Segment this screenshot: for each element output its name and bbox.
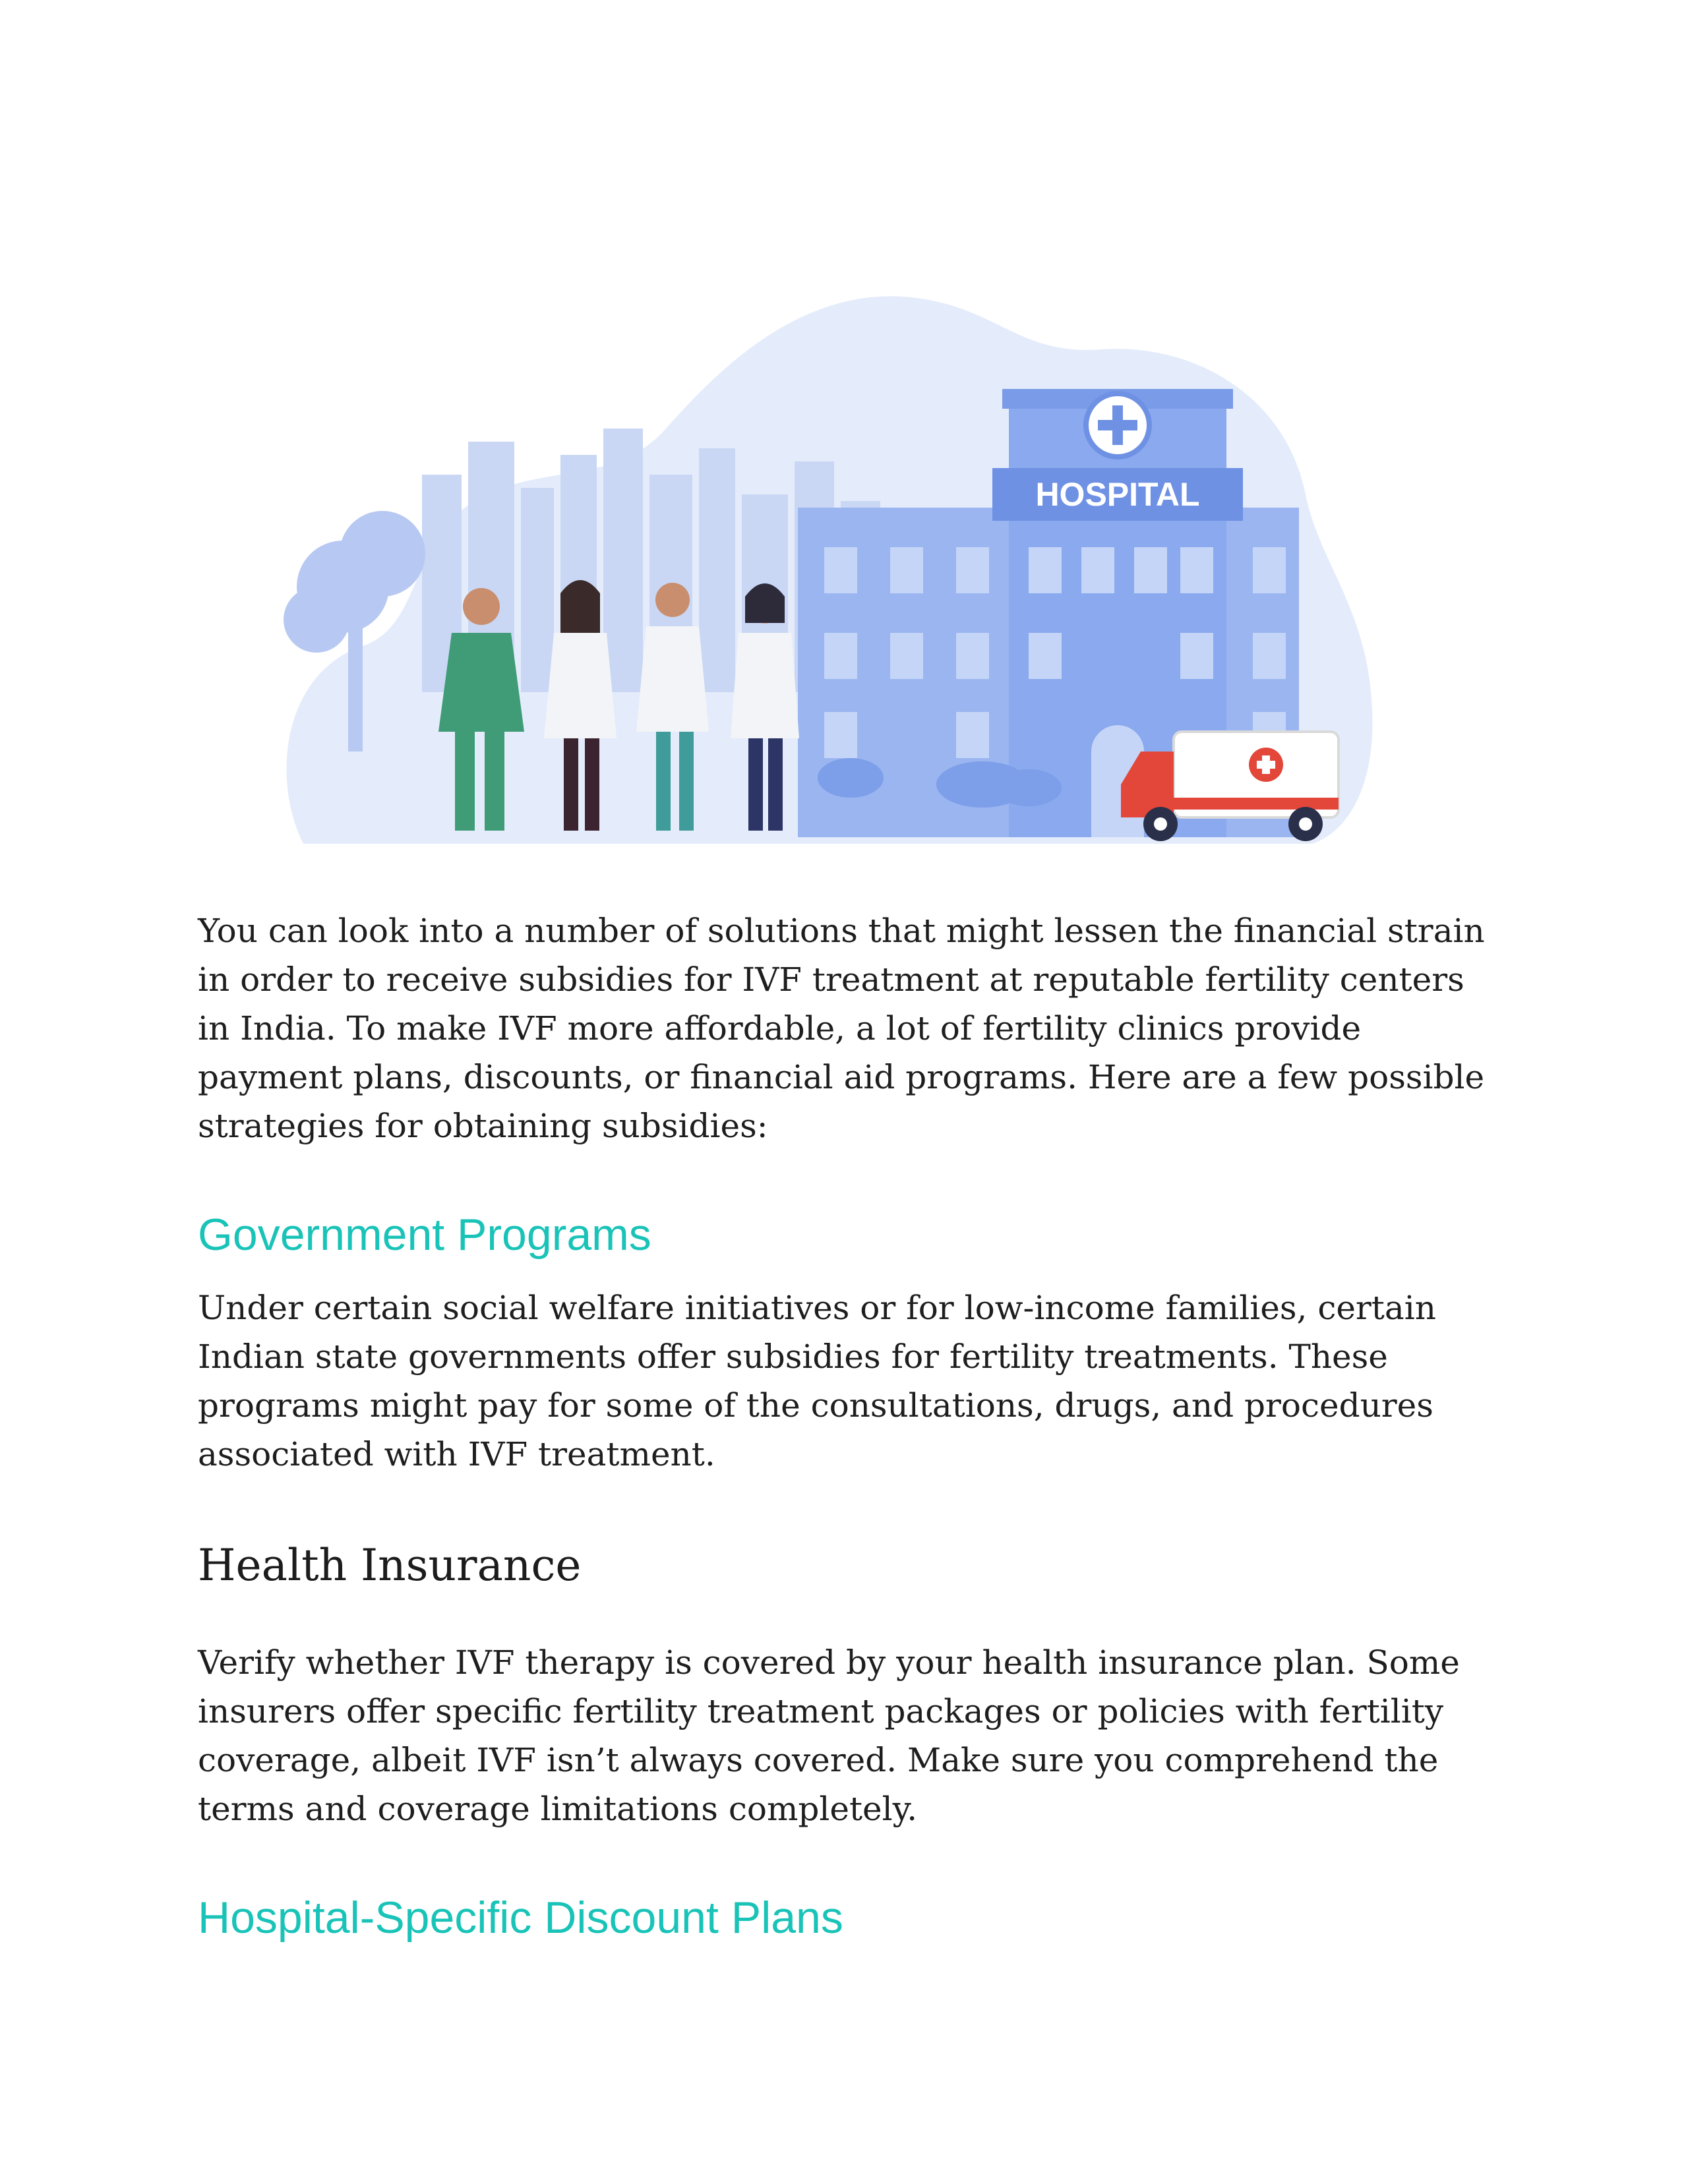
hospital-sign: HOSPITAL	[1035, 476, 1200, 513]
insurance-paragraph: Verify whether IVF therapy is covered by your health insurance plan. Some insurers offer specific fertility treatment packages or policies with fertility coverage, albeit IVF isn’t always covered. Make sure you comprehend the terms and coverage limitations completely.	[198, 1643, 1460, 1828]
intro-paragraph: You can look into a number of solutions that might lessen the financial strain in order to receive subsidies for IVF treatment at reputable fertility centers in India. To make IVF more affordable, a lot of fertility clinics provide payment plans, discounts, or financial aid programs. Here are a few possible strategies for obtaining subsidies:	[198, 912, 1485, 1145]
heading-health-insurance: Health Insurance	[198, 1540, 582, 1591]
article-body	[198, 906, 1490, 1944]
heading-government-programs: Government Programs	[198, 1210, 651, 1260]
heading-hospital-discount-plans: Hospital-Specific Discount Plans	[198, 1893, 843, 1943]
hospital-illustration	[257, 277, 1418, 857]
government-paragraph: Under certain social welfare initiatives or for low-income families, certain Indian state governments offer subsidies for fertility treatments. These programs might pay for some of the consultations, drugs, and procedures associated with IVF treatment.	[198, 1289, 1436, 1473]
